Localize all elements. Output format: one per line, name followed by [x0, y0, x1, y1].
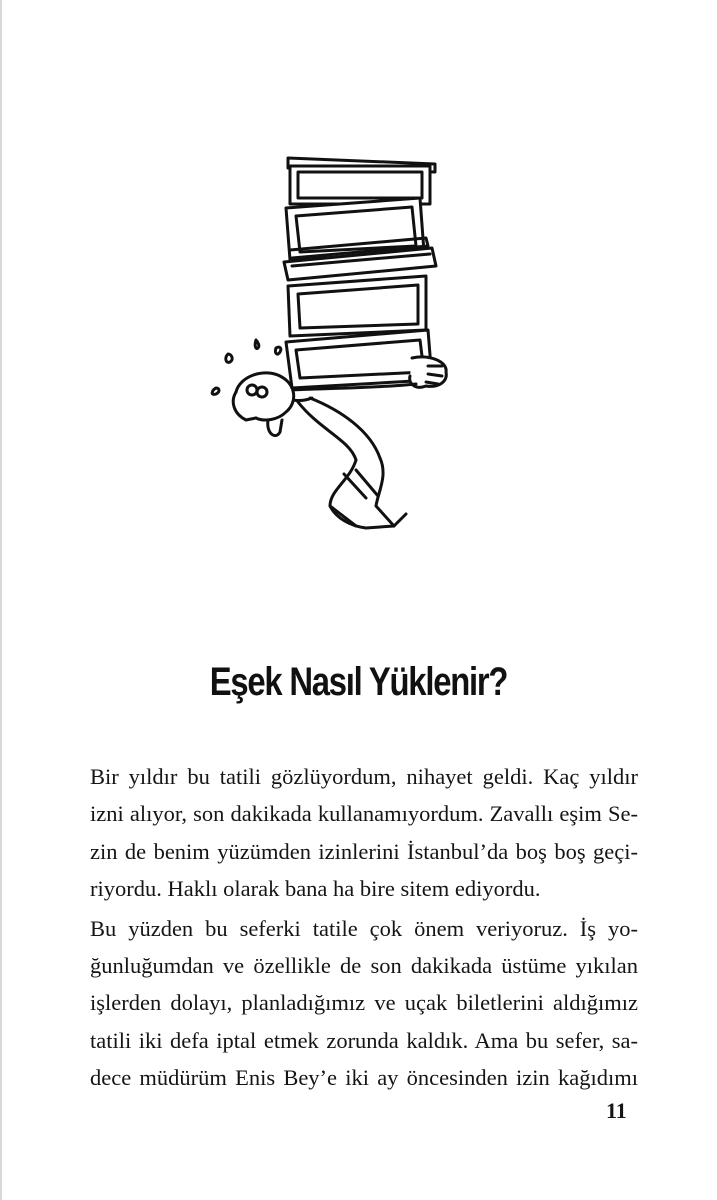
- paragraph: [90, 910, 638, 1097]
- chapter-title: Eşek Nasıl Yüklenir?: [209, 660, 508, 704]
- text-line: Bir yıldır bu tatili gözlüyordum, nihayet geldi. Kaç yıldır: [90, 764, 638, 789]
- text-line: tatili iki defa iptal etmek zorunda kaldık. Ama bu sefer, sa-: [90, 1027, 638, 1053]
- body-text: [90, 758, 638, 1097]
- text-line: Bu yüzden bu seferki tatile çok önem veriyoruz. İş yo-: [90, 915, 638, 941]
- text-line: ğunluğumdan ve özellikle de son dakikada üstüme yıkılan: [90, 953, 638, 979]
- page-edge-line: [0, 0, 2, 1200]
- text-line: izni alıyor, son dakikada kullanamıyordum. Zavallı eşim Se-: [90, 801, 638, 827]
- page-number: 11: [606, 1098, 627, 1123]
- man-carrying-stack-of-books-icon: [180, 140, 480, 560]
- text-line: dece müdürüm Enis Bey’e iki ay öncesinden izin kağıdımı: [90, 1065, 638, 1091]
- text-line: riyordu. Haklı olarak bana ha bire sitem ediyordu.: [90, 876, 541, 902]
- paragraph: [90, 758, 638, 908]
- text-line: zin de benim yüzümden izinlerini İstanbul’da boş boş geçi-: [90, 838, 638, 864]
- text-line: işlerden dolayı, planladığımız ve uçak biletlerini aldığımız: [90, 990, 638, 1016]
